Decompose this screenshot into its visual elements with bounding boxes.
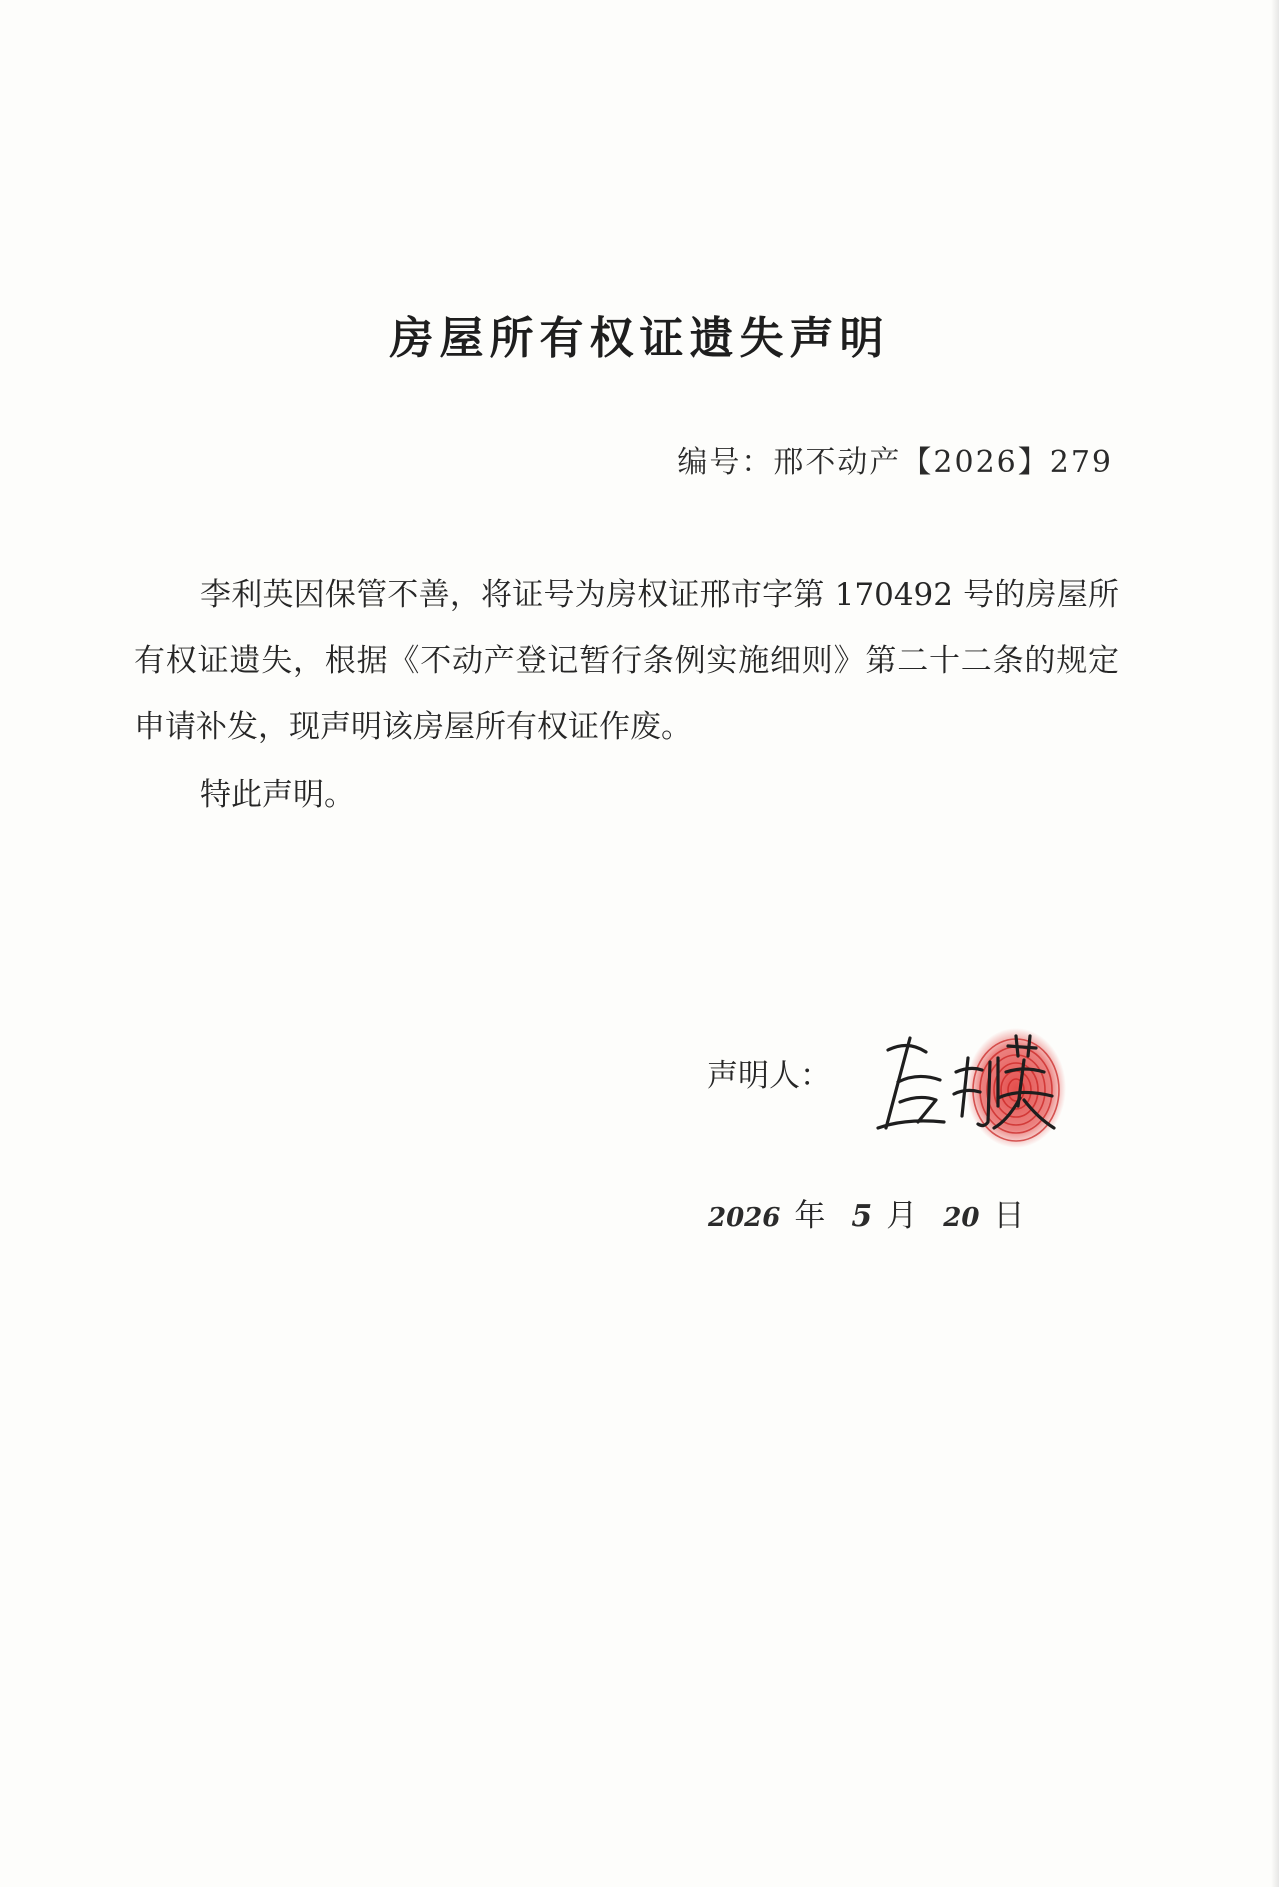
scan-edge-shadow xyxy=(1271,0,1279,1887)
declarant-label: 声明人： xyxy=(707,1058,831,1094)
date-day-unit: 日 xyxy=(993,1198,1025,1234)
signing-date xyxy=(708,1190,1024,1235)
date-year-unit: 年 xyxy=(794,1198,826,1234)
date-month-unit: 月 xyxy=(886,1198,918,1234)
document-number-value: 邢不动产【2026】279 xyxy=(773,445,1113,480)
date-day: 20 xyxy=(943,1203,980,1233)
date-year: 2026 xyxy=(708,1203,781,1233)
declaration-closing: 特此声明。 xyxy=(200,777,355,813)
declaration-body: 李利英因保管不善，将证号为房权证邢市字第 170492 号的房屋所有权证遗失，根据《不动产登记暂行条例实施细则》第二十二条的规定申请补发，现声明该房屋所有权证作废。 xyxy=(134,577,1119,745)
document-number xyxy=(677,437,1113,481)
document-number-label: 编号： xyxy=(677,445,774,480)
handwritten-signature xyxy=(848,1010,1078,1160)
document-title: 房屋所有权证遗失声明 xyxy=(389,313,890,364)
date-month: 5 xyxy=(851,1199,873,1234)
